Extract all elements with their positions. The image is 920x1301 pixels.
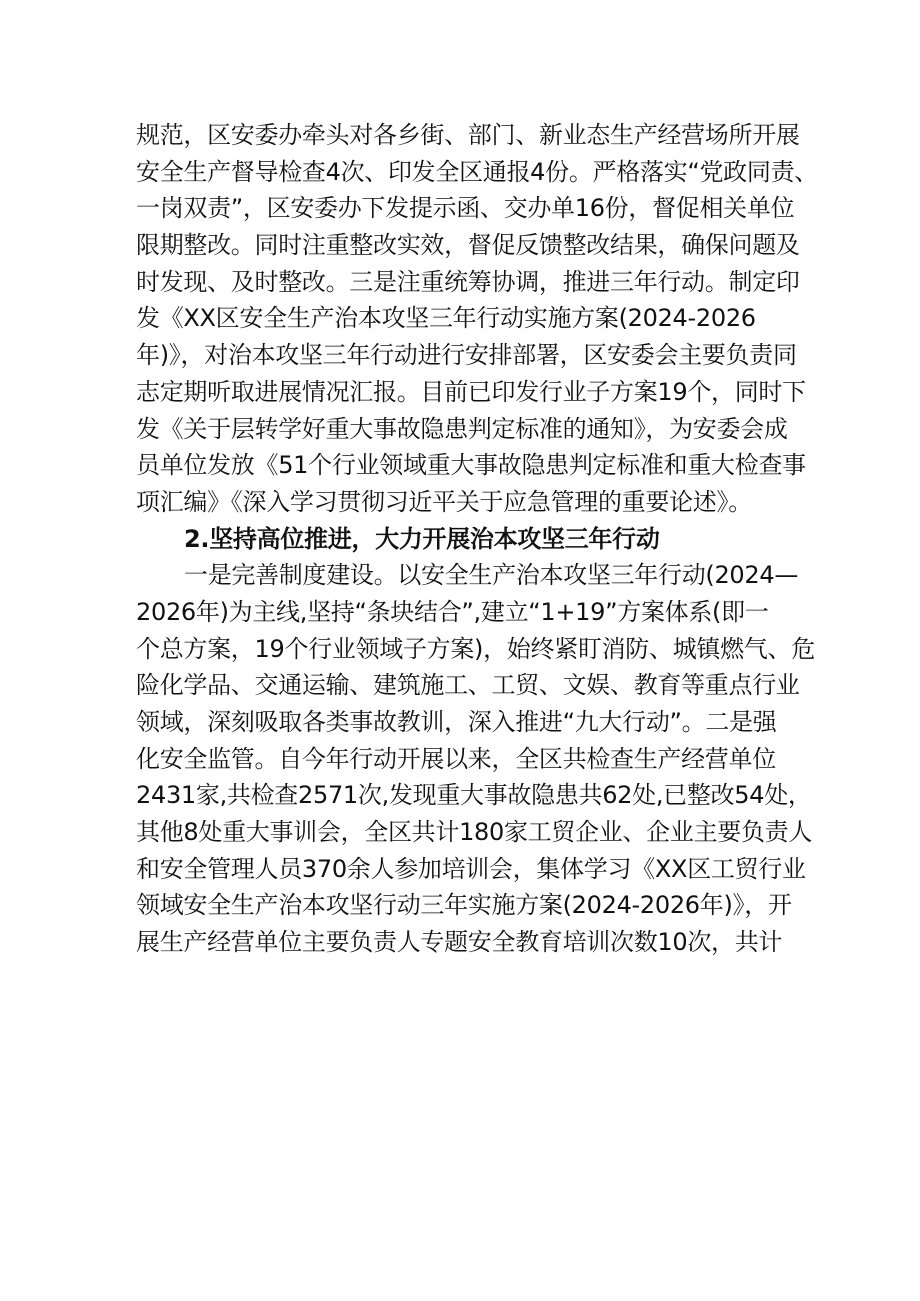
text-line: 一岗双责”，区安委办下发提示函、交办单16份，督促相关单位	[136, 194, 795, 223]
body-text	[136, 117, 818, 961]
text-line: 化安全监管。自今年行动开展以来，全区共检查生产经营单位	[136, 744, 776, 773]
text-line: 和安全管理人员370余人参加培训会，集体学习《XX区工贸行业	[136, 854, 806, 883]
text-line: 年)》，对治本攻坚三年行动进行安排部署，区安委会主要负责同	[136, 341, 797, 370]
text-line: 领域，深刻吸取各类事故教训，深入推进“九大行动”。二是强	[136, 708, 777, 736]
text-line: 展生产经营单位主要负责人专题安全教育培训次数10次，共计	[136, 928, 783, 957]
text-line: 领域安全生产治本攻坚行动三年实施方案(2024-2026年)》，开	[136, 891, 792, 920]
text-line: 志定期听取进展情况汇报。目前已印发行业子方案19个，同时下	[136, 377, 806, 406]
text-line: 员单位发放《51个行业领域重大事故隐患判定标准和重大检查事	[136, 451, 806, 480]
paragraph-first-line: 一是完善制度建设。以安全生产治本攻坚三年行动(2024—	[184, 561, 799, 590]
text-line: 项汇编》《深入学习贯彻习近平关于应急管理的重要论述》。	[136, 487, 752, 516]
text-line: 限期整改。同时注重整改实效，督促反馈整改结果，确保问题及	[136, 231, 800, 260]
section-heading: 2.坚持高位推进，大力开展治本攻坚三年行动	[184, 524, 660, 553]
text-line: 时发现、及时整改。三是注重统筹协调，推进三年行动。制定印	[136, 267, 800, 296]
text-line: 2026年)为主线,坚持“条块结合”,建立“1+19”方案体系(即一	[136, 597, 769, 626]
text-line: 安全生产督导检查4次、印发全区通报4份。严格落实“党政同责、	[136, 157, 818, 186]
text-line: 2431家,共检查2571次,发现重大事故隐患共62处,已整改54处，	[136, 781, 812, 810]
text-line: 险化学品、交通运输、建筑施工、工贸、文娱、教育等重点行业	[136, 671, 800, 700]
text-line: 规范，区安委办牵头对各乡街、部门、新业态生产经营场所开展	[136, 121, 800, 149]
text-line: 发《关于层转学好重大事故隐患判定标准的通知》，为安委会成	[136, 414, 788, 443]
text-line: 其他8处重大事训会，全区共计180家工贸企业、企业主要负责人	[136, 818, 813, 847]
text-line: 个总方案，19个行业领域子方案)，始终紧盯消防、城镇燃气、危	[136, 634, 815, 663]
text-line: 发《XX区安全生产治本攻坚三年行动实施方案(2024-2026	[136, 304, 756, 333]
